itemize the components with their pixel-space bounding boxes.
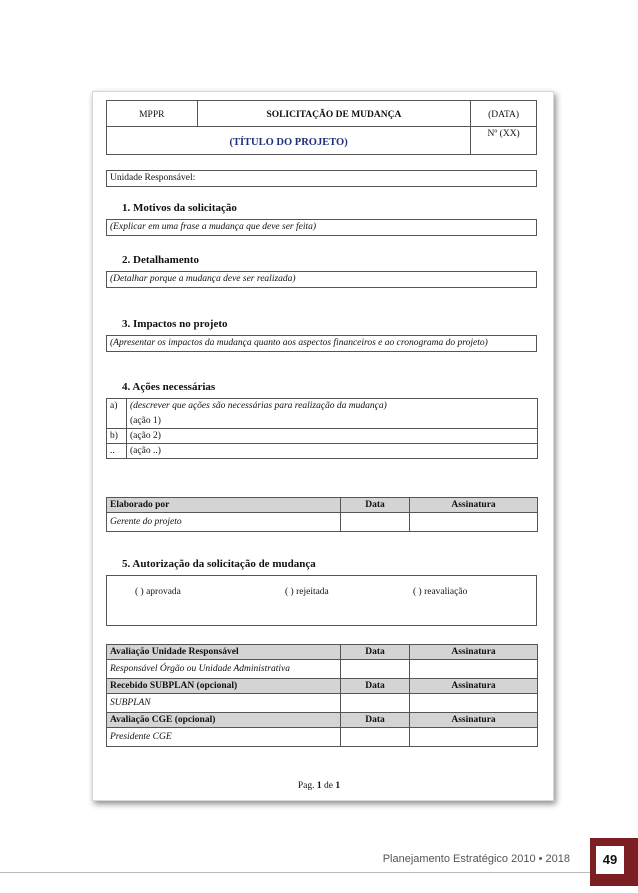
pagination bbox=[0, 781, 638, 791]
approval-responsible: Responsável Órgão ou Unidade Administrativa bbox=[107, 660, 341, 679]
action-item: (descrever que ações são necessárias para realização da mudança) bbox=[127, 399, 538, 414]
elaborated-by: Gerente do projeto bbox=[107, 513, 341, 532]
signature-header: Assinatura bbox=[410, 713, 538, 728]
section-4-title: 4. Ações necessárias bbox=[122, 381, 216, 393]
date-field[interactable] bbox=[341, 513, 410, 532]
signature-field[interactable] bbox=[410, 728, 538, 747]
project-title: (TÍTULO DO PROJETO) bbox=[107, 127, 471, 155]
header-table bbox=[106, 100, 537, 155]
elaborated-header: Elaborado por bbox=[107, 498, 341, 513]
page-number: 49 bbox=[596, 846, 624, 874]
signature-field[interactable] bbox=[410, 694, 538, 713]
signature-header: Assinatura bbox=[410, 679, 538, 694]
unit-field: Unidade Responsável: bbox=[106, 170, 537, 187]
reevaluation-option[interactable]: ( ) reavaliação bbox=[413, 587, 468, 597]
section-1-hint-text: Explicar em uma frase a mudança que deve ser feita bbox=[113, 222, 313, 232]
org-cell: MPPR bbox=[107, 101, 198, 127]
authorization-box bbox=[106, 575, 537, 626]
date-cell: (DATA) bbox=[471, 101, 537, 127]
number-cell: Nº (XX) bbox=[471, 127, 537, 155]
date-header: Data bbox=[341, 713, 410, 728]
pagination-prefix: Pag. bbox=[297, 781, 317, 791]
section-5-title: 5. Autorização da solicitação de mudança bbox=[122, 558, 316, 570]
signature-field[interactable] bbox=[410, 513, 538, 532]
date-field[interactable] bbox=[341, 660, 410, 679]
section-1-hint: (Explicar em uma frase a mudança que deve ser feita) bbox=[106, 219, 537, 236]
section-3-title: 3. Impactos no projeto bbox=[122, 318, 228, 330]
action-key: a) bbox=[107, 399, 127, 414]
signature-header: Assinatura bbox=[410, 645, 538, 660]
date-header: Data bbox=[341, 498, 410, 513]
action-key: .. bbox=[107, 444, 127, 459]
section-1-title: 1. Motivos da solicitação bbox=[122, 202, 237, 214]
document-title: SOLICITAÇÃO DE MUDANÇA bbox=[197, 101, 471, 127]
date-field[interactable] bbox=[341, 728, 410, 747]
signature-header: Assinatura bbox=[410, 498, 538, 513]
date-field[interactable] bbox=[341, 694, 410, 713]
pagination-total: 1 bbox=[335, 781, 341, 791]
date-header: Data bbox=[341, 645, 410, 660]
approval-responsible: Presidente CGE bbox=[107, 728, 341, 747]
approval-header: Avaliação CGE (opcional) bbox=[107, 713, 341, 728]
approval-header: Avaliação Unidade Responsável bbox=[107, 645, 341, 660]
section-3-hint-text: Apresentar os impactos da mudança quanto aos aspectos financeiros e ao cronograma do projeto bbox=[113, 338, 485, 348]
action-key bbox=[107, 414, 127, 429]
actions-table bbox=[106, 398, 538, 459]
section-2-title: 2. Detalhamento bbox=[122, 254, 199, 266]
pagination-current: 1 bbox=[316, 781, 322, 791]
approval-header: Recebido SUBPLAN (opcional) bbox=[107, 679, 341, 694]
rejected-option[interactable]: ( ) rejeitada bbox=[285, 587, 329, 597]
action-key: b) bbox=[107, 429, 127, 444]
action-item: (ação ..) bbox=[127, 444, 538, 459]
footer-title: Planejamento Estratégico 2010 • 2018 bbox=[382, 853, 570, 865]
action-item: (ação 1) bbox=[127, 414, 538, 429]
approvals-table bbox=[106, 644, 538, 747]
section-3-hint: (Apresentar os impactos da mudança quanto aos aspectos financeiros e ao cronograma do projeto) bbox=[106, 335, 537, 352]
elaborated-table bbox=[106, 497, 538, 532]
section-2-hint: (Detalhar porque a mudança deve ser realizada) bbox=[106, 271, 537, 288]
approval-responsible: SUBPLAN bbox=[107, 694, 341, 713]
pagination-sep: de bbox=[321, 781, 336, 791]
date-header: Data bbox=[341, 679, 410, 694]
footer-rule bbox=[0, 872, 590, 873]
approved-option[interactable]: ( ) aprovada bbox=[135, 587, 181, 597]
signature-field[interactable] bbox=[410, 660, 538, 679]
action-item: (ação 2) bbox=[127, 429, 538, 444]
